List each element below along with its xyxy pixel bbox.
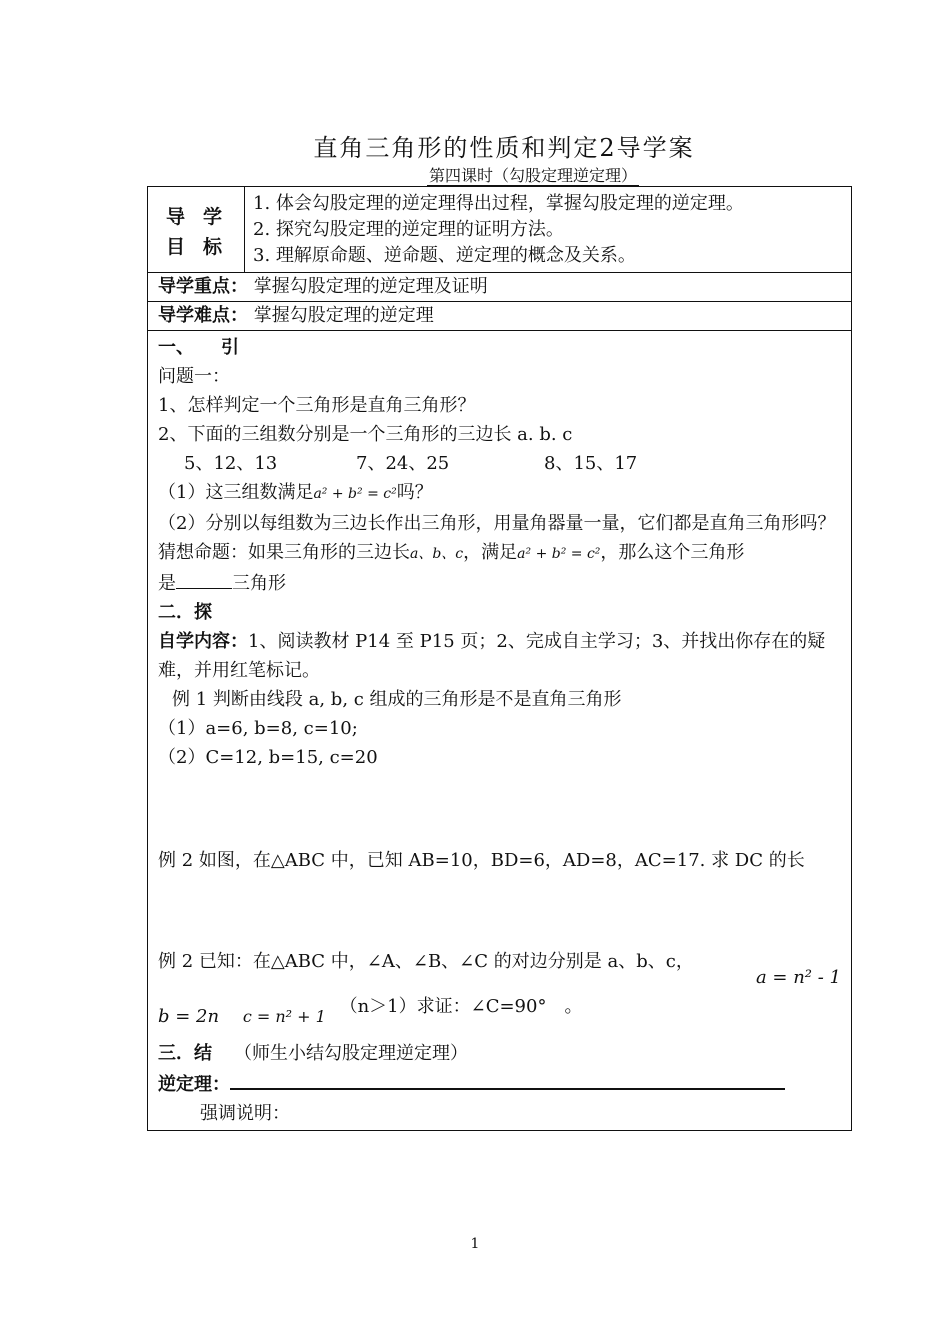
section3-heading-line [158, 1039, 841, 1068]
work-space [158, 875, 841, 947]
sub1-prefix: （1）这三组数满足 [158, 482, 314, 503]
number-set: 8、15、17 [544, 453, 638, 474]
difficulty-cell [148, 302, 852, 331]
conj2-suffix: 三角形 [232, 573, 286, 594]
section2-heading: 二．探 [158, 602, 212, 623]
key-point-text: 掌握勾股定理的逆定理及证明 [253, 276, 488, 297]
page-number: 1 [470, 1236, 480, 1252]
theorem-line [158, 1068, 841, 1099]
theorem-label: 逆定理： [158, 1074, 230, 1095]
example-3-tail: （n＞1）求证：∠C=90° 。 [339, 996, 583, 1017]
difficulty-label: 导学难点： [158, 305, 248, 326]
emphasis-note: 强调说明： [200, 1103, 290, 1124]
goal-item: 2. 探究勾股定理的逆定理的证明方法。 [253, 219, 564, 240]
number-set: 7、24、25 [356, 453, 450, 474]
sub1-suffix: 吗？ [396, 482, 433, 503]
goals-label-line1: 导学 [165, 206, 240, 228]
equation-a: a = n² - 1 [755, 967, 841, 988]
conj2-prefix: 是 [158, 573, 176, 594]
key-point-cell [148, 273, 852, 302]
example-1: 例 1 判断由线段 a, b, c 组成的三角形是不是直角三角形 [172, 689, 622, 710]
page-title: 直角三角形的性质和判定2导学案 [313, 134, 695, 162]
conj-suffix: ，那么这个三角形 [600, 542, 745, 563]
equation-b: b = 2n [158, 1006, 220, 1027]
section3-note: （师生小结勾股定理逆定理） [234, 1043, 468, 1064]
conjecture-line2 [158, 569, 841, 598]
pythagorean-equation: a² + b² = c² [313, 486, 397, 502]
self-study-text: 1、阅读教材 P14 至 P15 页；2、完成自主学习；3、并找出你存在的疑难，并用红笔标记。 [158, 631, 826, 681]
subtitle-text: 第四课时（勾股定理逆定理） [428, 166, 637, 185]
goals-list [245, 187, 852, 273]
example-1-part1: （1）a=6, b=8, c=10; [158, 718, 358, 739]
key-point-row [148, 273, 852, 302]
self-study [158, 627, 841, 685]
example-3 [158, 947, 841, 992]
key-point-label: 导学重点： [158, 276, 248, 297]
example-1-part2: （2）C=12, b=15, c=20 [158, 747, 378, 768]
number-set: 5、12、13 [184, 453, 278, 474]
answer-blank[interactable] [176, 570, 232, 589]
sub-question-1 [158, 478, 841, 509]
question-title: 问题一： [158, 366, 230, 387]
equation-c: c = n² + 1 [242, 1007, 326, 1026]
section1-heading: 一、 引 [158, 337, 239, 358]
side-variables: a、b、c [410, 546, 464, 562]
content-cell [148, 331, 852, 1131]
example-2: 例 2 如图，在△ABC 中，已知 AB=10，BD=6，AD=8，AC=17. 求 DC 的长 [158, 850, 805, 871]
goals-row [148, 187, 852, 273]
goals-label-line2: 目标 [165, 236, 240, 258]
number-sets [158, 449, 841, 478]
difficulty-row [148, 302, 852, 331]
page-subtitle [0, 163, 950, 186]
content-row [148, 331, 852, 1131]
conjecture [158, 538, 841, 569]
work-space [158, 772, 841, 846]
goals-label-cell [148, 187, 245, 273]
section3-heading: 三．结 [158, 1043, 212, 1064]
self-study-label: 自学内容： [158, 631, 248, 652]
example-3-text: 例 2 已知：在△ABC 中，∠A、∠B、∠C 的对边分别是 a、b、c， [158, 951, 694, 972]
goal-item: 3. 理解原命题、逆命题、逆定理的概念及关系。 [253, 245, 636, 266]
question-1: 1、怎样判定一个三角形是直角三角形？ [158, 395, 476, 416]
conjecture-equation: a² + b² = c² [517, 546, 601, 562]
conj-mid: ，满足 [463, 542, 518, 563]
theorem-blank[interactable] [230, 1068, 785, 1090]
lesson-table [147, 186, 852, 1131]
goal-item: 1. 体会勾股定理的逆定理得出过程，掌握勾股定理的逆定理。 [253, 193, 744, 214]
question-2: 2、下面的三组数分别是一个三角形的三边长 a. b. c [158, 424, 573, 445]
example-3-line2 [158, 996, 841, 1031]
conj-prefix: 猜想命题：如果三角形的三边长 [158, 542, 410, 563]
sub-question-2: （2）分别以每组数为三边长作出三角形，用量角器量一量，它们都是直角三角形吗？ [158, 513, 836, 534]
difficulty-text: 掌握勾股定理的逆定理 [253, 305, 434, 326]
